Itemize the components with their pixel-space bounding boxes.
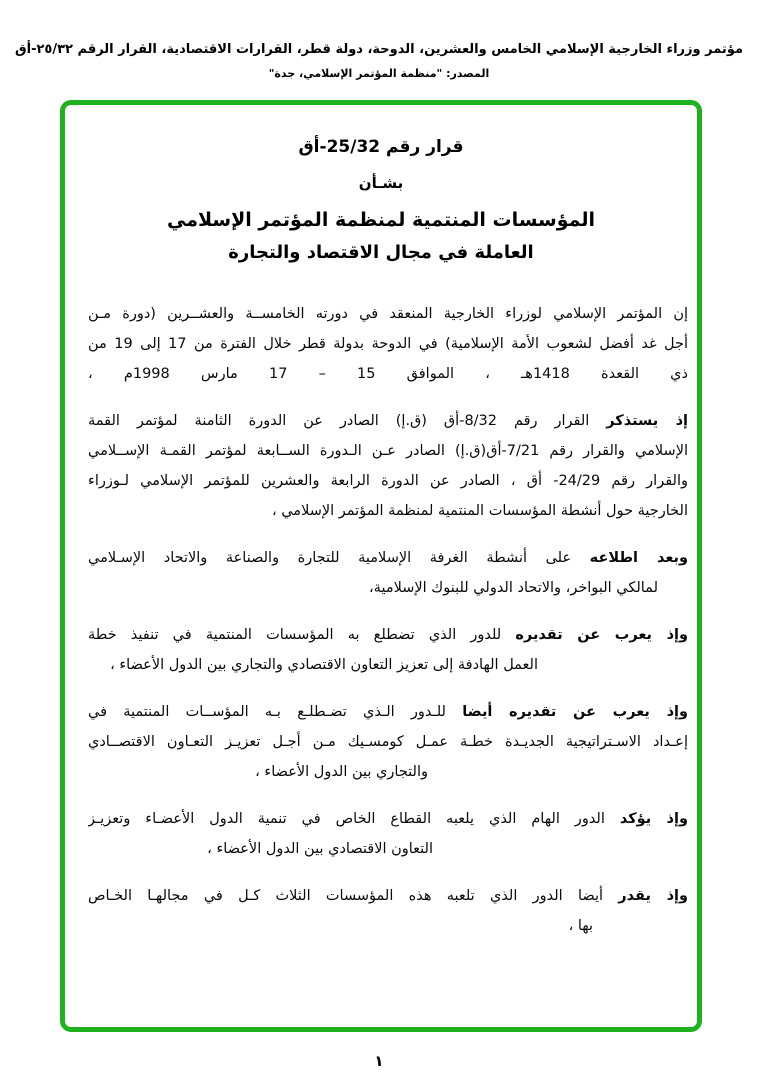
- body-paragraphs: [88, 299, 688, 941]
- paragraph-line: وإذ يؤكد الدور الهام الذي يلعبه القطاع الخاص في تنمية الدول الأعضـاء وتعزيـز: [88, 811, 688, 827]
- paragraph-lead-phrase: وإذ يؤكد: [619, 811, 688, 827]
- paragraph-line: بها ،: [568, 918, 593, 934]
- header-publisher-line: المصدر: "منظمة المؤتمر الإسلامي، جدة": [268, 67, 490, 80]
- paragraph: [88, 406, 688, 526]
- paragraph: [88, 804, 688, 864]
- page-number: ١: [374, 1052, 384, 1070]
- paragraph-lead-phrase: وبعد اطلاعه: [589, 550, 688, 566]
- paragraph-line: لمالكي البواخر، والاتحاد الدولي للبنوك الإسلامية،: [368, 580, 658, 596]
- paragraph-line: وإذ يعرب عن تقديره أيضا للـدور الـذي تضـطلـع بـه المؤســات المنتمية في: [88, 704, 688, 720]
- title-regarding: بشـأن: [358, 174, 404, 192]
- paragraph-line: التعاون الاقتصادي بين الدول الأعضاء ،: [207, 841, 433, 857]
- document-header: [0, 40, 758, 83]
- paragraph-line: إذ يستذكر القرار رقم 8/32-أق (ق.إ) الصادر عن الدورة الثامنة لمؤتمر القمة: [88, 413, 688, 429]
- paragraph-line: ذي القعدة 1418هـ ، الموافق 15 – 17 مارس 1998م ،: [88, 366, 688, 382]
- header-source-line: مؤتمر وزراء الخارجية الإسلامي الخامس والعشرين، الدوحة، دولة قطر، القرارات الاقتصادية، القرار الرقم ٢٥/٣٢-أق: [14, 42, 744, 57]
- paragraph-line: إعـداد الاسـتراتيجية الجديـدة خطـة عمـل كومسـيك مـن أجـل تعزيـز التعـاون الاقتصــادي: [88, 734, 688, 750]
- paragraph-line: العمل الهادفة إلى تعزيز التعاون الاقتصادي والتجاري بين الدول الأعضاء ،: [110, 657, 538, 673]
- title-subject-line2: العاملة في مجال الاقتصاد والتجارة: [228, 242, 534, 263]
- resolution-title-block: [65, 105, 697, 266]
- paragraph-line: إن المؤتمر الإسلامي لوزراء الخارجية المنعقد في دورته الخامســة والعشــرين (دورة مـن: [88, 306, 688, 322]
- paragraph-line: الإسلامي والقرار رقم 7/21-أق(ق.إ) الصادر عـن الـدورة الســابعة لمؤتمر القمـة الإســلامي: [88, 443, 688, 459]
- paragraph-lead-phrase: وإذ يعرب عن تقديره أيضا: [462, 704, 688, 720]
- paragraph: [88, 299, 688, 389]
- resolution-number-title: قرار رقم 25/32-أق: [298, 137, 464, 157]
- paragraph-line: أجل غد أفضل لشعوب الأمة الإسلامية) في الدوحة بدولة قطر خلال الفترة من 17 إلى 19 من: [88, 336, 688, 352]
- paragraph-lead-phrase: وإذ يعرب عن تقديره: [515, 627, 688, 643]
- paragraph: [88, 697, 688, 787]
- paragraph-line: وإذ يقدر أيضا الدور الذي تلعبه هذه المؤسسات الثلاث كـل في مجالهـا الخـاص: [88, 888, 688, 904]
- paragraph: [88, 543, 688, 603]
- document-frame: [60, 100, 702, 1032]
- paragraph-lead-phrase: وإذ يقدر: [618, 888, 688, 904]
- paragraph-line: والقرار رقم 24/29- أق ، الصادر عن الدورة الرابعة والعشرين للمؤتمر الإسلامي لـوزراء: [88, 473, 688, 489]
- title-subject-line1: المؤسسات المنتمية لمنظمة المؤتمر الإسلامي: [166, 209, 596, 231]
- paragraph-line: وإذ يعرب عن تقديره للدور الذي تضطلع به المؤسسات المنتمية في تنفيذ خطة: [88, 627, 688, 643]
- paragraph: [88, 620, 688, 680]
- paragraph-line: وبعد اطلاعه على أنشطة الغرفة الإسلامية للتجارة والصناعة والاتحاد الإسـلامي: [88, 550, 688, 566]
- paragraph-line: والتجاري بين الدول الأعضاء ،: [255, 764, 428, 780]
- paragraph-lead-phrase: إذ يستذكر: [606, 413, 688, 429]
- paragraph: [88, 881, 688, 941]
- paragraph-line: الخارجية حول أنشطة المؤسسات المنتمية لمنظمة المؤتمر الإسلامي ،: [271, 503, 688, 519]
